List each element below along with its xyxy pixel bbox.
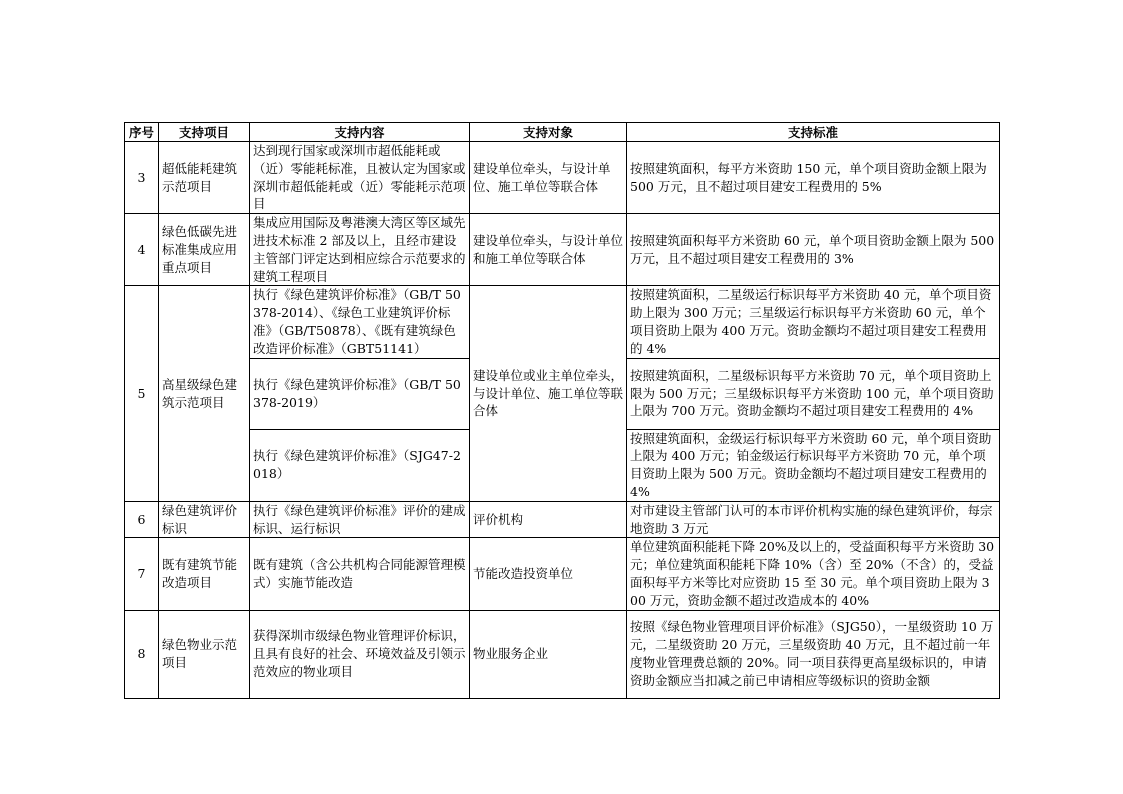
support-content: 达到现行国家或深圳市超低能耗或（近）零能耗标准，且被认定为国家或深圳市超低能耗或（近）零能耗示范项目: [250, 142, 470, 214]
support-target: 建设单位牵头，与设计单位和施工单位等联合体: [470, 214, 627, 286]
table-row: [125, 286, 1000, 358]
table-row: [125, 142, 1000, 214]
support-standard: 按照建筑面积，二星级标识每平方米资助 70 元，单个项目资助上限为 500 万元；三星级标识每平方米资助 100 元，单个项目资助上限为 700 万元。资助金额均不超过项目建安工程费用的 4%: [627, 358, 1000, 429]
support-target: 建设单位或业主单位牵头，与设计单位、施工单位等联合体: [470, 286, 627, 501]
support-content: 集成应用国际及粤港澳大湾区等区域先进技术标准 2 部及以上，且经市建设主管部门评定达到相应综合示范要求的建筑工程项目: [250, 214, 470, 286]
header-content: 支持内容: [250, 123, 470, 142]
row-number: 5: [125, 286, 159, 501]
support-target: 物业服务企业: [470, 610, 627, 698]
support-target: 节能改造投资单位: [470, 538, 627, 610]
support-project: 绿色低碳先进标准集成应用重点项目: [159, 214, 250, 286]
header-no: 序号: [125, 123, 159, 142]
support-standard: 按照建筑面积，每平方米资助 150 元，单个项目资助金额上限为 500 万元，且不超过项目建安工程费用的 5%: [627, 142, 1000, 214]
header-standard: 支持标准: [627, 123, 1000, 142]
support-target: 评价机构: [470, 501, 627, 538]
support-standard: 按照《绿色物业管理项目评价标准》（SJG50），一星级资助 10 万元，二星级资助 20 万元，三星级资助 40 万元，且不超过前一年度物业管理费总额的 20%。同一项目获得更高星级标识的，申请资助金额应当扣减之前已申请相应等级标识的资助金额: [627, 610, 1000, 698]
table-row: [125, 538, 1000, 610]
support-content: 执行《绿色建筑评价标准》（GB/T 50378-2014）、《绿色工业建筑评价标准》（GB/T50878）、《既有建筑绿色改造评价标准》（GBT51141）: [250, 286, 470, 358]
row-number: 6: [125, 501, 159, 538]
support-table: [124, 122, 1000, 699]
support-content: 执行《绿色建筑评价标准》（SJG47-2018）: [250, 429, 470, 501]
support-project: 绿色物业示范项目: [159, 610, 250, 698]
row-number: 3: [125, 142, 159, 214]
support-standard: 单位建筑面积能耗下降 20%及以上的，受益面积每平方米资助 30 元；单位建筑面积能耗下降 10%（含）至 20%（不含）的，受益面积每平方米等比对应资助 15 至 30 元。单个项目资助上限为 300 万元，资助金额不超过改造成本的 40%: [627, 538, 1000, 610]
support-content: 执行《绿色建筑评价标准》评价的建成标识、运行标识: [250, 501, 470, 538]
support-standard: 按照建筑面积，二星级运行标识每平方米资助 40 元，单个项目资助上限为 300 万元；三星级运行标识每平方米资助 60 元，单个项目资助上限为 400 万元。资助金额均不超过项目建安工程费用的 4%: [627, 286, 1000, 358]
row-number: 4: [125, 214, 159, 286]
table-row: [125, 214, 1000, 286]
header-target: 支持对象: [470, 123, 627, 142]
support-standard: 对市建设主管部门认可的本市评价机构实施的绿色建筑评价，每宗地资助 3 万元: [627, 501, 1000, 538]
table-row: [125, 501, 1000, 538]
header-project: 支持项目: [159, 123, 250, 142]
support-content: 既有建筑（含公共机构合同能源管理模式）实施节能改造: [250, 538, 470, 610]
support-project: 绿色建筑评价标识: [159, 501, 250, 538]
support-target: 建设单位牵头，与设计单位、施工单位等联合体: [470, 142, 627, 214]
support-project: 既有建筑节能改造项目: [159, 538, 250, 610]
support-project: 超低能耗建筑示范项目: [159, 142, 250, 214]
support-standard: 按照建筑面积，金级运行标识每平方米资助 60 元，单个项目资助上限为 400 万元；铂金级运行标识每平方米资助 70 元，单个项目资助上限为 500 万元。资助金额均不超过项目建安工程费用的 4%: [627, 429, 1000, 501]
support-project: 高星级绿色建筑示范项目: [159, 286, 250, 501]
table-row: [125, 610, 1000, 698]
row-number: 8: [125, 610, 159, 698]
table-header-row: [125, 123, 1000, 142]
support-standard: 按照建筑面积每平方米资助 60 元，单个项目资助金额上限为 500 万元，且不超过项目建安工程费用的 3%: [627, 214, 1000, 286]
support-content: 获得深圳市级绿色物业管理评价标识，且具有良好的社会、环境效益及引领示范效应的物业项目: [250, 610, 470, 698]
support-content: 执行《绿色建筑评价标准》（GB/T 50378-2019）: [250, 358, 470, 429]
row-number: 7: [125, 538, 159, 610]
